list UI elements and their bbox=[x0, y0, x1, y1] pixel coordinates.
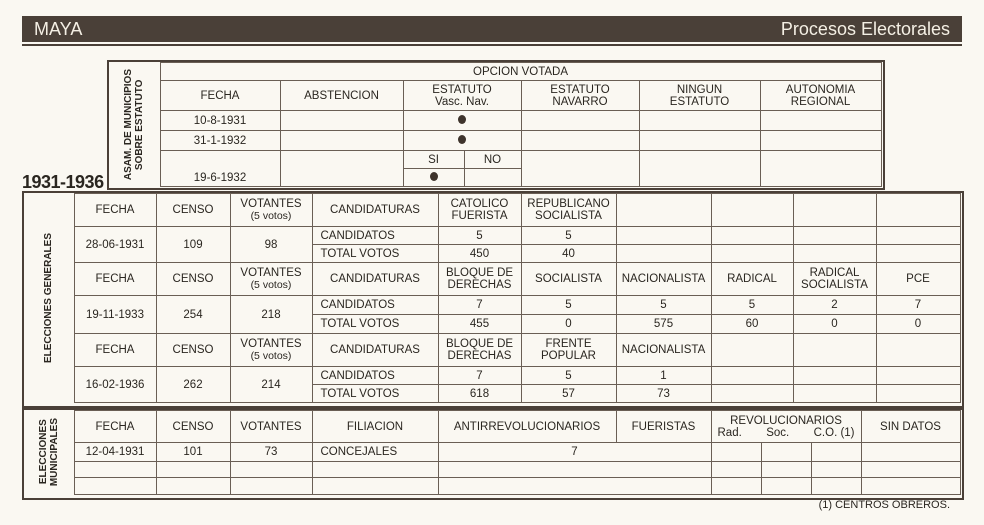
votos-value: 450 bbox=[438, 245, 521, 263]
cand-value: 7 bbox=[876, 296, 960, 315]
estatuto-side-label: ASAM. DE MUNICIPIOS SOBRE ESTATUTO bbox=[109, 63, 160, 187]
total-votos-label: TOTAL VOTOS bbox=[312, 245, 438, 263]
generales-table bbox=[24, 193, 961, 403]
party-catolico-fuerista: CATOLICO FUERISTA bbox=[438, 194, 521, 227]
col-candidaturas: CANDIDATURAS bbox=[312, 194, 438, 227]
col-censo: CENSO bbox=[156, 194, 230, 227]
cand-value: 5 bbox=[438, 227, 521, 245]
sub-co: C.O. (1) bbox=[813, 426, 855, 439]
votos-value: 60 bbox=[711, 315, 793, 334]
fecha-1931-mun: 12-04-1931 bbox=[74, 443, 156, 462]
cand-value: 5 bbox=[521, 367, 616, 385]
col-fecha: FECHA bbox=[74, 334, 156, 367]
col-autonomia-regional: AUTONOMIA REGIONAL bbox=[760, 81, 881, 111]
col-censo: CENSO bbox=[156, 334, 230, 367]
municipales-side-label: ELECCIONES MUNICIPALES bbox=[24, 411, 74, 495]
section-title: Procesos Electorales bbox=[780, 19, 950, 39]
votos-value: 575 bbox=[616, 315, 711, 334]
antirrev-value: 7 bbox=[438, 443, 711, 462]
col-antirrevolucionarios: ANTIRREVOLUCIONARIOS bbox=[438, 411, 616, 443]
col-estatuto-vasc-nav: ESTATUTO Vasc. Nav. bbox=[403, 81, 521, 111]
col-censo: CENSO bbox=[156, 263, 230, 296]
party-bloque-derechas: BLOQUE DE DERECHAS bbox=[438, 334, 521, 367]
header-bar bbox=[22, 16, 962, 42]
dot-marker bbox=[430, 172, 438, 181]
vote-mark bbox=[403, 169, 464, 187]
col-fecha: FECHA bbox=[74, 411, 156, 443]
party-radical-socialista: RADICAL SOCIALISTA bbox=[793, 263, 876, 296]
cand-value: 2 bbox=[793, 296, 876, 315]
party-socialista: SOCIALISTA bbox=[521, 263, 616, 296]
votos-value: 0 bbox=[793, 315, 876, 334]
col-fecha: FECHA bbox=[74, 263, 156, 296]
footnote: (1) CENTROS OBREROS. bbox=[818, 499, 950, 511]
censo-1936: 262 bbox=[156, 367, 230, 403]
votos-value: 73 bbox=[616, 385, 711, 403]
col-fecha: FECHA bbox=[160, 81, 280, 111]
no-label: NO bbox=[464, 151, 521, 169]
col-revolucionarios: REVOLUCIONARIOS Rad. Soc. C.O. (1) bbox=[711, 411, 861, 443]
party-nacionalista: NACIONALISTA bbox=[616, 263, 711, 296]
col-votantes: VOTANTES (5 votos) bbox=[230, 263, 312, 296]
col-votantes: VOTANTES bbox=[230, 411, 312, 443]
votos-value: 455 bbox=[438, 315, 521, 334]
header-rule bbox=[22, 44, 962, 46]
party-frente-popular: FRENTE POPULAR bbox=[521, 334, 616, 367]
sub-soc: Soc. bbox=[766, 426, 790, 439]
estatuto-table bbox=[109, 62, 882, 187]
votos-value: 618 bbox=[438, 385, 521, 403]
col-abstencion: ABSTENCION bbox=[280, 81, 403, 111]
municipales-table bbox=[24, 410, 961, 495]
cand-value: 7 bbox=[438, 296, 521, 315]
col-votantes: VOTANTES (5 votos) bbox=[230, 334, 312, 367]
cand-value: 1 bbox=[616, 367, 711, 385]
censo-1931: 109 bbox=[156, 227, 230, 263]
party-radical: RADICAL bbox=[711, 263, 793, 296]
estatuto-date: 31-1-1932 bbox=[160, 131, 280, 151]
col-fecha: FECHA bbox=[74, 194, 156, 227]
sub-rad: Rad. bbox=[717, 426, 742, 439]
votos-value: 57 bbox=[521, 385, 616, 403]
votos-value: 0 bbox=[876, 315, 960, 334]
candidatos-label: CANDIDATOS bbox=[312, 227, 438, 245]
candidatos-label: CANDIDATOS bbox=[312, 296, 438, 315]
dot-marker bbox=[458, 115, 466, 124]
fecha-1936: 16-02-1936 bbox=[74, 367, 156, 403]
filiacion-value: CONCEJALES bbox=[312, 443, 438, 462]
si-label: SI bbox=[403, 151, 464, 169]
censo-1931-mun: 101 bbox=[156, 443, 230, 462]
vote-mark bbox=[403, 111, 521, 131]
col-candidaturas: CANDIDATURAS bbox=[312, 263, 438, 296]
estatuto-date: 19-6-1932 bbox=[160, 151, 280, 187]
candidatos-label: CANDIDATOS bbox=[312, 367, 438, 385]
col-candidaturas: CANDIDATURAS bbox=[312, 334, 438, 367]
fecha-1931: 28-06-1931 bbox=[74, 227, 156, 263]
opcion-votada-header: OPCION VOTADA bbox=[160, 63, 881, 81]
dot-marker bbox=[458, 135, 466, 144]
col-fueristas: FUERISTAS bbox=[616, 411, 711, 443]
cand-value: 5 bbox=[616, 296, 711, 315]
generales-side-label: ELECCIONES GENERALES bbox=[24, 194, 74, 403]
party-republicano-socialista: REPUBLICANO SOCIALISTA bbox=[521, 194, 616, 227]
vote-mark bbox=[403, 131, 521, 151]
estatuto-date: 10-8-1931 bbox=[160, 111, 280, 131]
place-name: MAYA bbox=[34, 19, 83, 39]
total-votos-label: TOTAL VOTOS bbox=[312, 385, 438, 403]
col-votantes: VOTANTES (5 votos) bbox=[230, 194, 312, 227]
votos-value: 40 bbox=[521, 245, 616, 263]
votos-value: 0 bbox=[521, 315, 616, 334]
cand-value: 5 bbox=[521, 296, 616, 315]
cand-value: 5 bbox=[711, 296, 793, 315]
votantes-1933: 218 bbox=[230, 296, 312, 334]
votantes-1931: 98 bbox=[230, 227, 312, 263]
fecha-1933: 19-11-1933 bbox=[74, 296, 156, 334]
votantes-1931-mun: 73 bbox=[230, 443, 312, 462]
col-filiacion: FILIACION bbox=[312, 411, 438, 443]
votantes-1936: 214 bbox=[230, 367, 312, 403]
cand-value: 5 bbox=[521, 227, 616, 245]
total-votos-label: TOTAL VOTOS bbox=[312, 315, 438, 334]
col-sin-datos: SIN DATOS bbox=[861, 411, 960, 443]
party-nacionalista: NACIONALISTA bbox=[616, 334, 711, 367]
period-label: 1931-1936 bbox=[22, 172, 104, 192]
col-ningun-estatuto: NINGUN ESTATUTO bbox=[639, 81, 760, 111]
party-bloque-derechas: BLOQUE DE DERECHAS bbox=[438, 263, 521, 296]
col-estatuto-navarro: ESTATUTO NAVARRO bbox=[521, 81, 639, 111]
party-pce: PCE bbox=[876, 263, 960, 296]
censo-1933: 254 bbox=[156, 296, 230, 334]
col-censo: CENSO bbox=[156, 411, 230, 443]
cand-value: 7 bbox=[438, 367, 521, 385]
